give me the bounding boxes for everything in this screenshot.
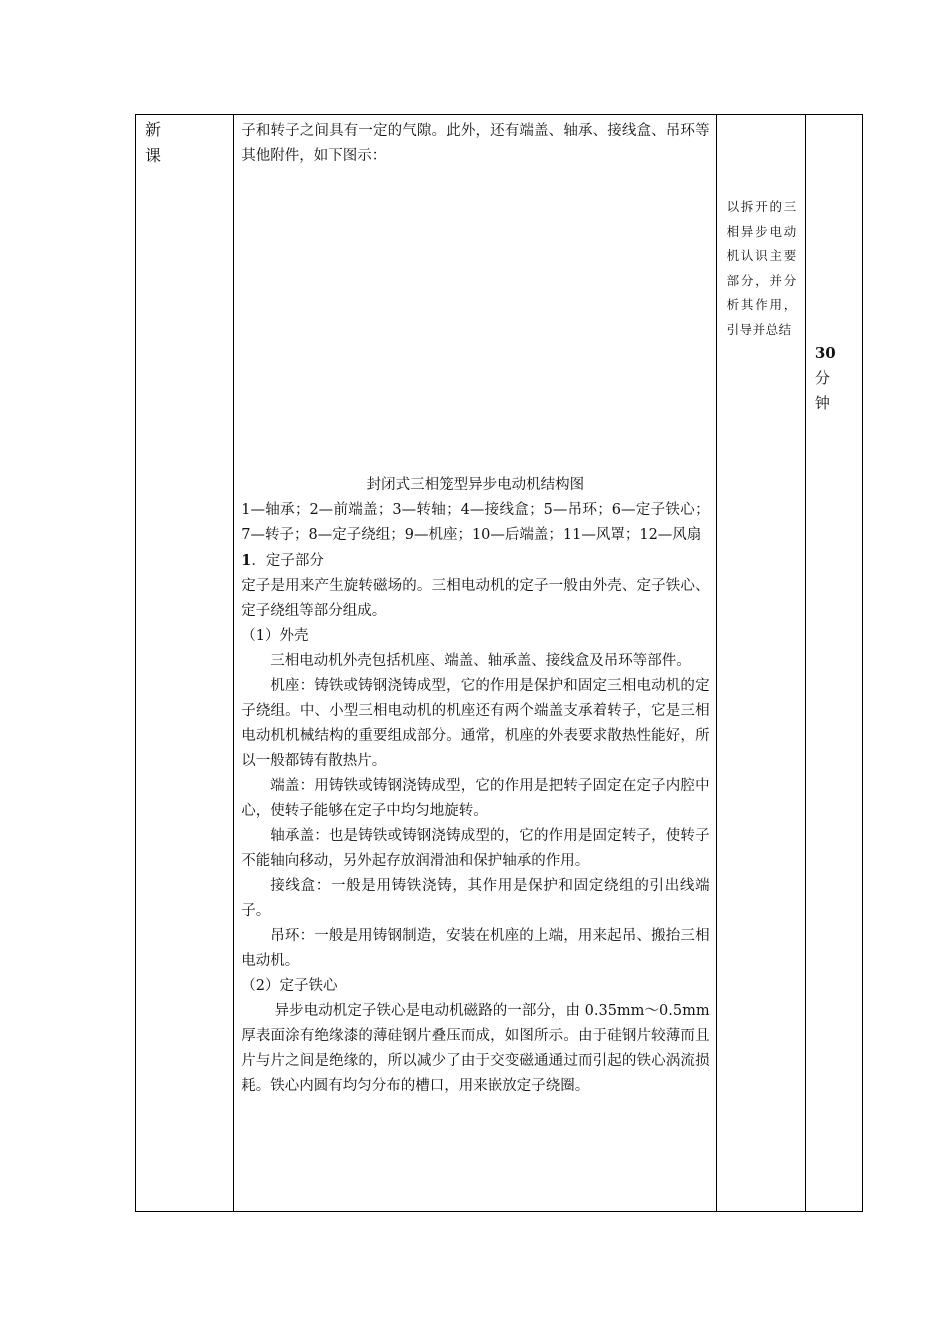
sub2-heading: （2）定子铁心 bbox=[241, 978, 338, 994]
figure-placeholder bbox=[241, 169, 709, 473]
stage-cell bbox=[136, 115, 234, 1212]
para-base: 机座：铸铁或铸钢浇铸成型，它的作用是保护和固定三相电动机的定子绕组。中、小型三相电动机的机座还有两个端盖支承着转子，它是三相电动机机械结构的重要组成部分。通常，机座的外表要求散热性能好，所以一般都铸有散热片。 bbox=[241, 678, 710, 769]
time-cell bbox=[805, 115, 862, 1212]
section1-number: 1 bbox=[241, 552, 252, 569]
para-junction-box: 接线盒：一般是用铸铁浇铸，其作用是保护和固定绕组的引出线端子。 bbox=[241, 878, 710, 919]
stage-label: 新课 bbox=[145, 120, 162, 165]
para-lifting-ring: 吊环：一般是用铸钢制造，安装在机座的上端，用来起吊、搬抬三相电动机。 bbox=[241, 928, 710, 969]
figure-caption-title: 封闭式三相笼型异步电动机结构图 bbox=[366, 477, 585, 493]
section1-heading bbox=[241, 548, 709, 574]
section1-title: ．定子部分 bbox=[251, 553, 324, 569]
para-bearing-cap: 轴承盖：也是铸铁或铸钢浇铸成型的，它的作用是固定转子，使转子不能轴向移动，另外起存放润滑油和保护轴承的作用。 bbox=[241, 828, 710, 869]
lesson-row bbox=[136, 115, 863, 1212]
time-unit: 分钟 bbox=[814, 369, 830, 412]
figure-caption-parts: 1—轴承；2—前端盖；3—转轴；4—接线盒；5—吊环；6—定子铁心；7—转子；8—定子绕组；9—机座；10—后端盖；11—风罩；12—风扇 bbox=[241, 502, 710, 543]
para-stator-core: 异步电动机定子铁心是电动机磁路的一部分，由 0.35mm～0.5mm 厚表面涂有绝缘漆的薄硅钢片叠压而成，如图所示。由于硅钢片较薄而且片与片之间是绝缘的，所以减少了由于交变磁通通过而引起的铁心涡流损耗。铁心内圆有均匀分布的槽口，用来嵌放定子绕圈。 bbox=[241, 1003, 710, 1094]
time-number: 30 bbox=[814, 344, 836, 362]
para-shell: 三相电动机外壳包括机座、端盖、轴承盖、接线盒及吊环等部件。 bbox=[270, 653, 691, 669]
section1-intro: 定子是用来产生旋转磁场的。三相电动机的定子一般由外壳、定子铁心、定子绕组等部分组成。 bbox=[241, 578, 710, 619]
intro-paragraph: 子和转子之间具有一定的气隙。此外，还有端盖、轴承、接线盒、吊环等其他附件，如下图示： bbox=[241, 123, 710, 164]
content-cell bbox=[234, 115, 716, 1212]
sub1-heading: （1）外壳 bbox=[241, 628, 309, 644]
para-endcap: 端盖：用铸铁或铸钢浇铸成型，它的作用是把转子固定在定子内腔中心，使转子能够在定子中均匀地旋转。 bbox=[241, 778, 710, 819]
lesson-plan-table bbox=[135, 114, 863, 1212]
method-cell bbox=[716, 115, 805, 1212]
method-text: 以拆开的三相异步电动机认识主要部分，并分析其作用，引导并总结 bbox=[726, 199, 797, 337]
